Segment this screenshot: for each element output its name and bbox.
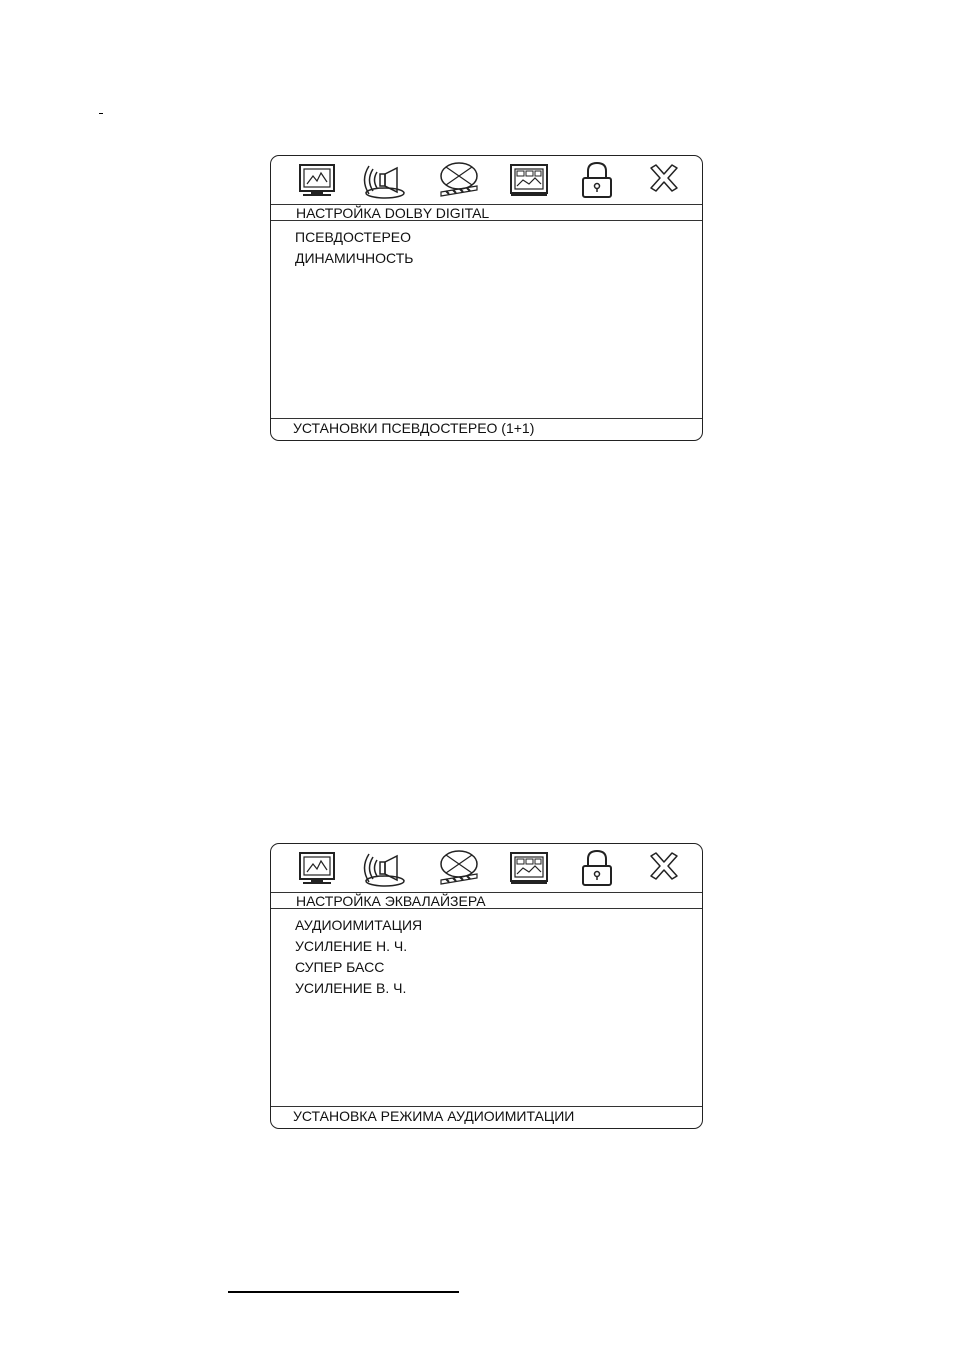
menu-item-pseudostereo[interactable]: ПСЕВДОСТЕРЕО [295,229,412,245]
speaker-audio-icon[interactable] [363,160,407,200]
page-mark [99,113,103,114]
dolby-setup-menu [270,155,703,441]
lock-icon[interactable] [575,160,619,200]
menu-item-treble-boost[interactable]: УСИЛЕНИЕ В. Ч. [295,980,407,996]
status-text: УСТАНОВКИ ПСЕВДОСТЕРЕО (1+1) [293,420,535,436]
menu-item-dynamics[interactable]: ДИНАМИЧНОСТЬ [295,250,414,266]
menu-tab-bar [271,844,702,892]
menu-title-bar [271,892,702,909]
status-divider [271,418,702,419]
equalizer-setup-menu [270,843,703,1129]
menu-title-bar [271,204,702,221]
picture-screen-icon[interactable] [507,160,551,200]
status-divider [271,1106,702,1107]
menu-title: НАСТРОЙКА DOLBY DIGITAL [296,205,490,221]
menu-item-audio-imitation[interactable]: АУДИОИМИТАЦИЯ [295,917,423,933]
footnote-rule [228,1291,459,1293]
disc-video-icon[interactable] [437,160,481,200]
speaker-audio-icon[interactable] [363,848,407,888]
lock-icon[interactable] [575,848,619,888]
close-icon[interactable] [642,160,686,200]
disc-video-icon[interactable] [437,848,481,888]
close-icon[interactable] [642,848,686,888]
menu-item-super-bass[interactable]: СУПЕР БАСС [295,959,385,975]
menu-item-bass-boost[interactable]: УСИЛЕНИЕ Н. Ч. [295,938,408,954]
tv-setup-icon[interactable] [295,848,339,888]
picture-screen-icon[interactable] [507,848,551,888]
status-text: УСТАНОВКА РЕЖИМА АУДИОИМИТАЦИИ [293,1108,575,1124]
menu-title: НАСТРОЙКА ЭКВАЛАЙЗЕРА [296,893,486,909]
menu-tab-bar [271,156,702,204]
tv-setup-icon[interactable] [295,160,339,200]
